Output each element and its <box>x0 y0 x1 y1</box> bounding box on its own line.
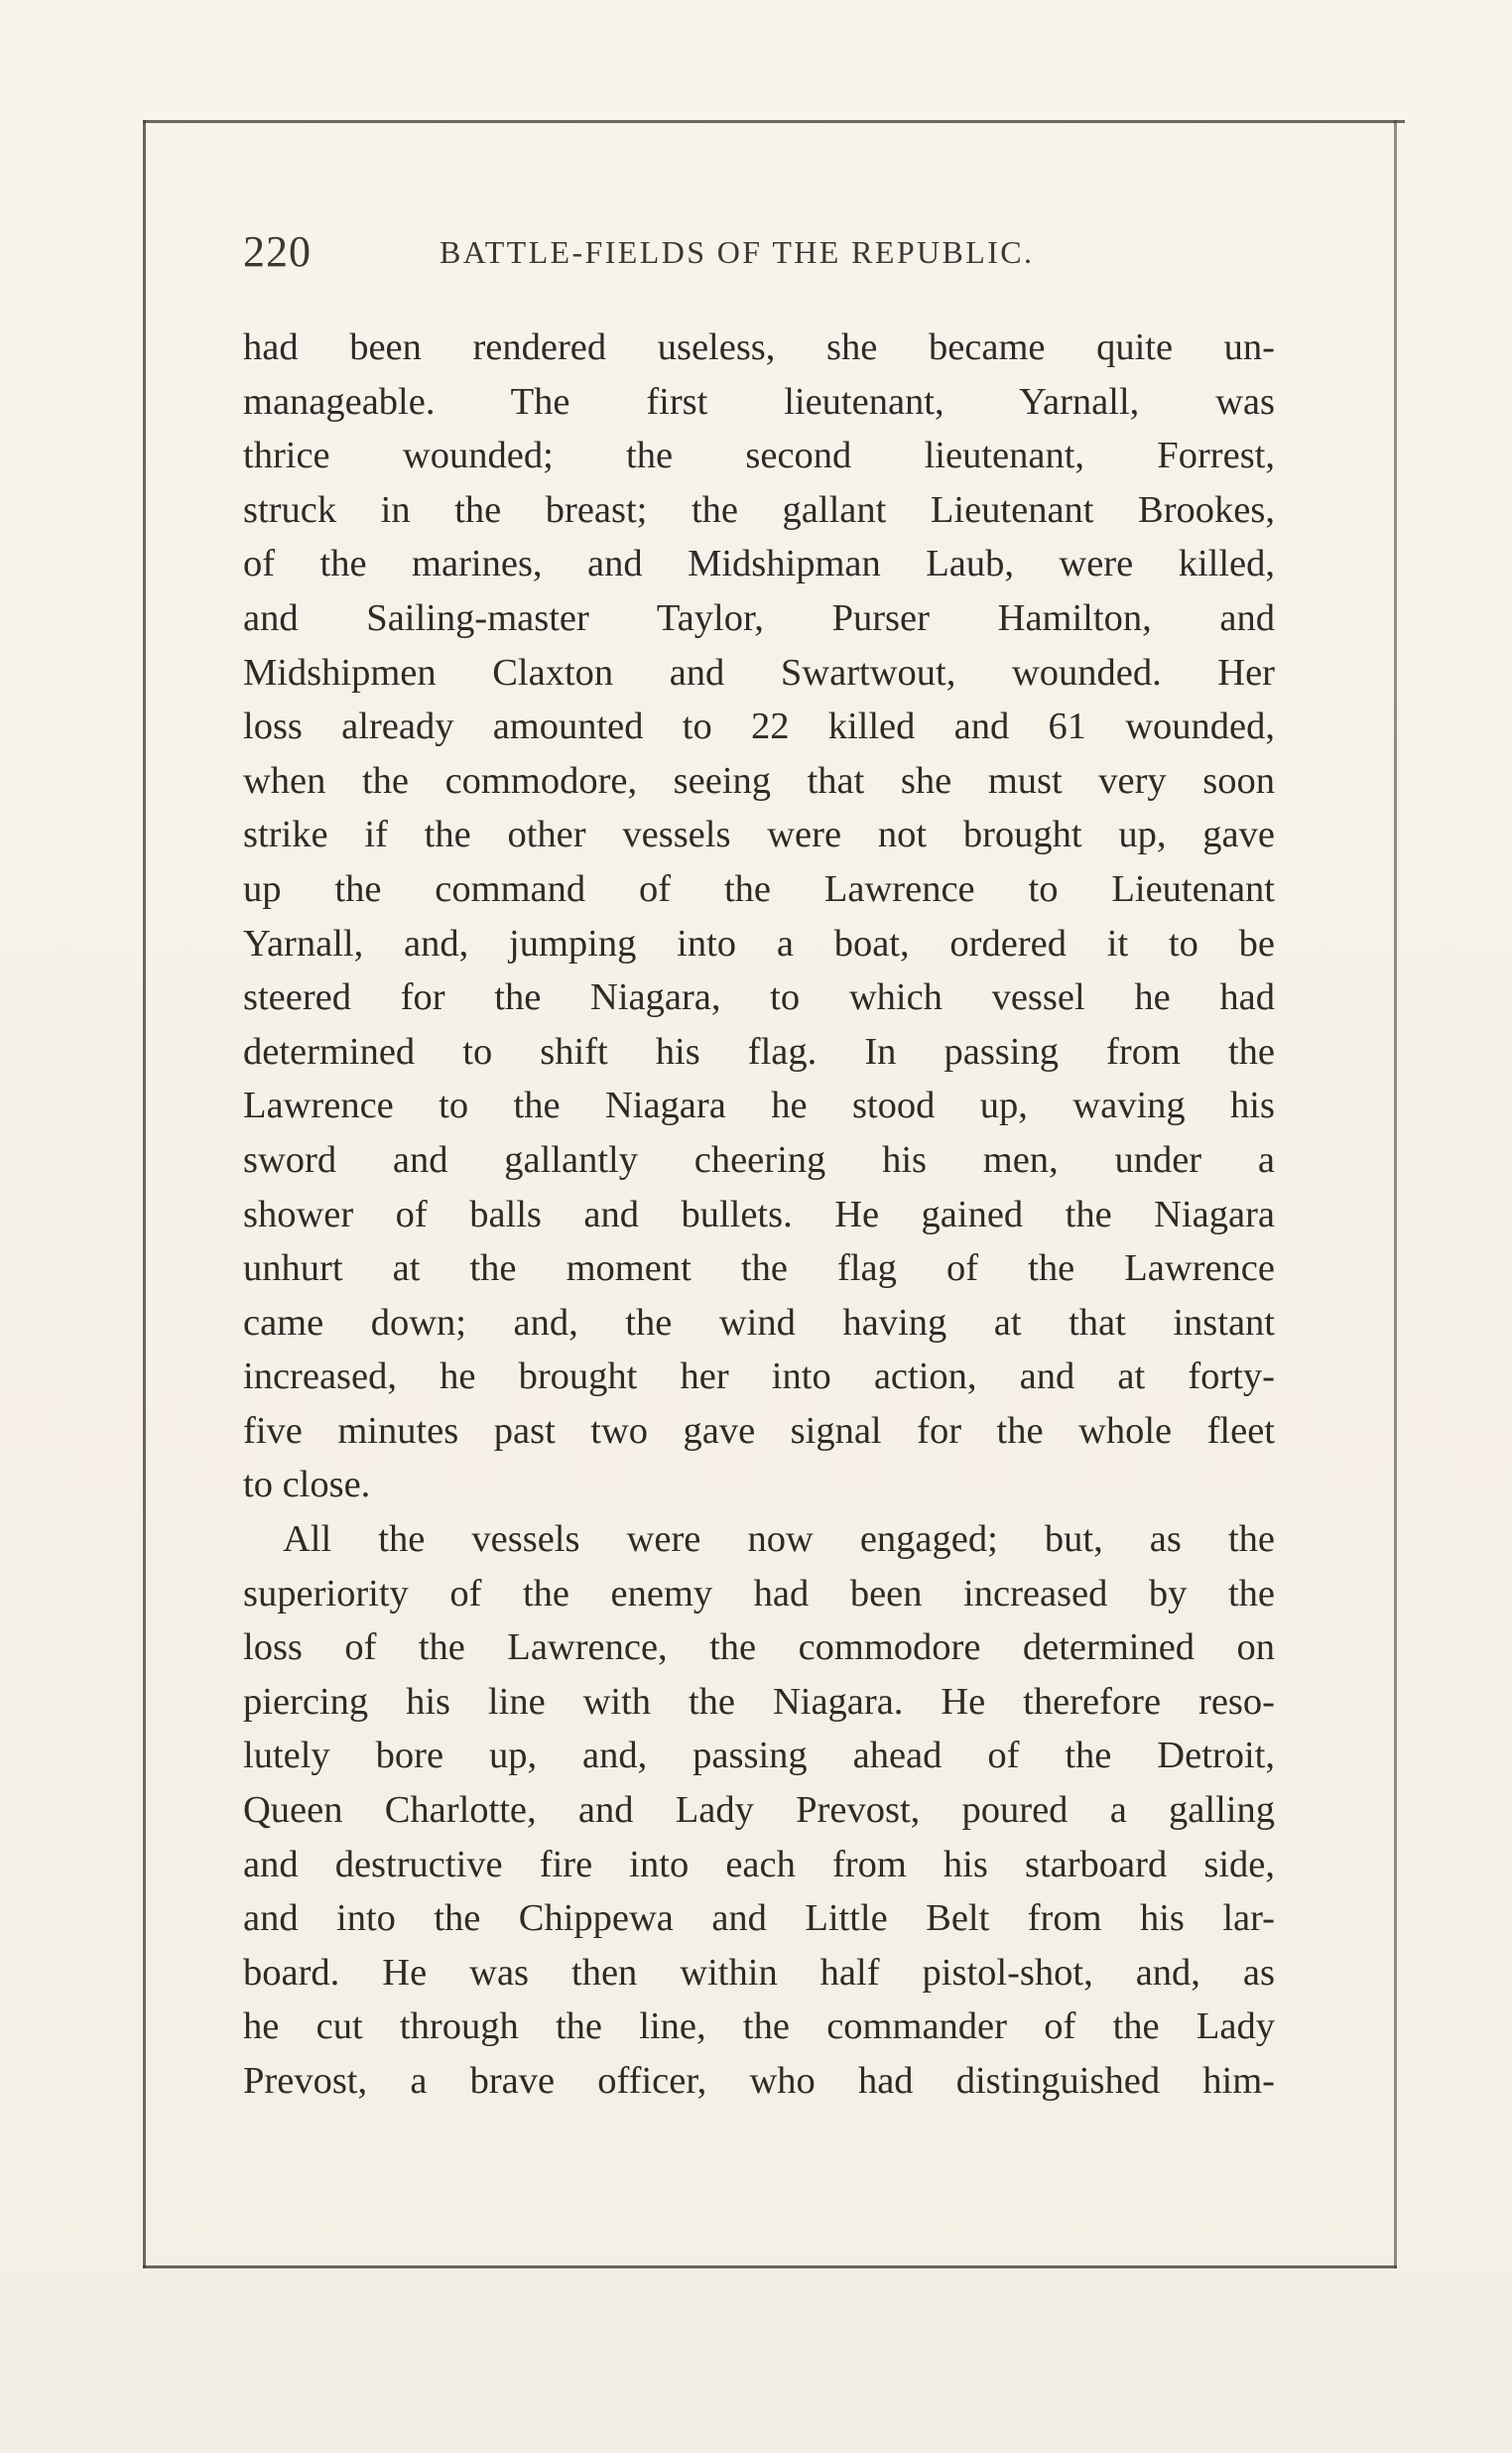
text-line: Midshipmen Claxton and Swartwout, wounded. Her <box>243 651 1275 694</box>
text-line: struck in the breast; the gallant Lieutenant Brookes, <box>243 488 1275 531</box>
text-line: superiority of the enemy had been increased by the <box>243 1572 1275 1614</box>
text-line: up the command of the Lawrence to Lieutenant <box>243 867 1275 910</box>
text-line: board. He was then within half pistol-shot, and, as <box>243 1951 1275 1994</box>
text-line: manageable. The first lieutenant, Yarnall, was <box>243 380 1275 423</box>
text-line: five minutes past two gave signal for the whole fleet <box>243 1409 1275 1452</box>
paragraph-first-line: All the vessels were now engaged; but, as the <box>283 1518 1275 1561</box>
text-line: he cut through the line, the commander of the Lady <box>243 2005 1275 2048</box>
page-header <box>243 226 1086 286</box>
text-line: steered for the Niagara, to which vessel he had <box>243 976 1275 1019</box>
running-title: BATTLE-FIELDS OF THE REPUBLIC. <box>440 234 1035 270</box>
body-text <box>243 321 1275 2109</box>
text-line: Yarnall, and, jumping into a boat, ordered it to be <box>243 922 1275 965</box>
text-line: of the marines, and Midshipman Laub, were killed, <box>243 543 1275 585</box>
page-frame-right <box>1394 120 1397 2268</box>
text-line: had been rendered useless, she became quite un- <box>243 326 1275 368</box>
text-line: increased, he brought her into action, and at forty- <box>243 1356 1275 1398</box>
page-frame-top <box>143 120 1405 123</box>
text-line: strike if the other vessels were not brought up, gave <box>243 814 1275 856</box>
text-line: piercing his line with the Niagara. He therefore reso- <box>243 1680 1275 1723</box>
text-line: unhurt at the moment the flag of the Lawrence <box>243 1247 1275 1290</box>
page-frame-left <box>143 120 146 2268</box>
text-line: shower of balls and bullets. He gained the Niagara <box>243 1193 1275 1235</box>
text-line: loss already amounted to 22 killed and 61 wounded, <box>243 706 1275 748</box>
text-line: and into the Chippewa and Little Belt from his lar- <box>243 1897 1275 1940</box>
text-line: came down; and, the wind having at that instant <box>243 1301 1275 1344</box>
text-line: Prevost, a brave officer, who had distinguished him- <box>243 2060 1275 2102</box>
text-line: determined to shift his flag. In passing from the <box>243 1030 1275 1073</box>
text-line: when the commodore, seeing that she must very soon <box>243 759 1275 802</box>
text-line: loss of the Lawrence, the commodore determined on <box>243 1626 1275 1669</box>
text-line: lutely bore up, and, passing ahead of the Detroit, <box>243 1735 1275 1777</box>
text-line: Queen Charlotte, and Lady Prevost, poured a galling <box>243 1789 1275 1832</box>
text-line: to close. <box>243 1464 371 1506</box>
text-line: and Sailing-master Taylor, Purser Hamilton, and <box>243 596 1275 639</box>
text-line: Lawrence to the Niagara he stood up, waving his <box>243 1085 1275 1127</box>
page-frame-bottom <box>143 2265 1397 2268</box>
text-line: thrice wounded; the second lieutenant, Forrest, <box>243 435 1275 477</box>
text-line: sword and gallantly cheering his men, under a <box>243 1138 1275 1181</box>
page-number: 220 <box>243 227 312 276</box>
text-line: and destructive fire into each from his starboard side, <box>243 1843 1275 1885</box>
